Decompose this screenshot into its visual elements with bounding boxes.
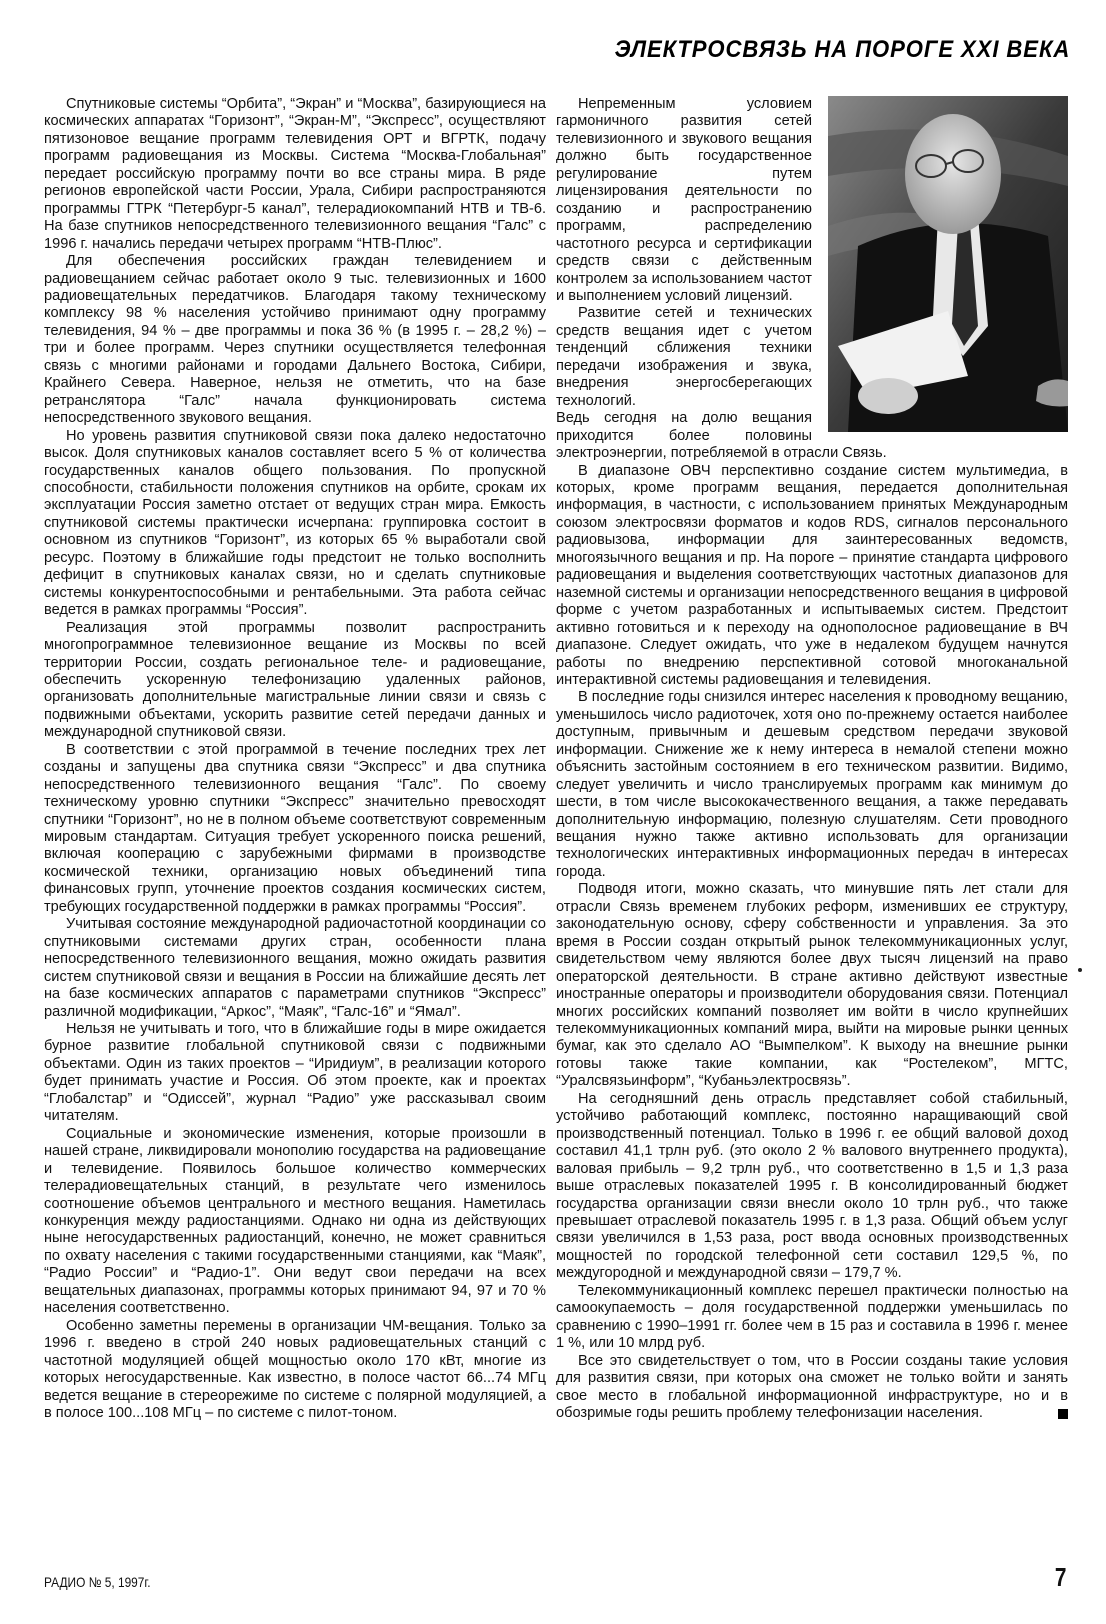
end-of-article-icon — [1058, 1409, 1068, 1419]
paragraph: Реализация этой программы позволит распространить многопрограммное телевизионное вещание из Москвы по всей территории России, создать региональное теле- и радиовещание, обеспечить ускоренную телефонизацию удаленных районов, организовать дополнительные магистральные линии связи и связь с подвижными объектами, ускорить развитие сетей передачи данных и международной спутниковой связи. — [44, 619, 546, 741]
paragraph: Телекоммуникационный комплекс перешел практически полностью на самоокупаемость – доля государственной поддержки уменьшилась по сравнению с 1990–1991 гг. более чем в 15 раз и составила в 1996 г. менее 1 %, или 10 млрд руб. — [556, 1282, 1068, 1352]
paragraph: Спутниковые системы “Орбита”, “Экран” и “Москва”, базирующиеся на космических аппаратах “Горизонт”, “Экран-М”, “Экспресс”, осуществляют пятизоновое вещание программ телевидения ОРТ и ВГРТК, подачу программ радиовещания из Москвы. Система “Москва-Глобальная” передает российскую программу почти во все страны мира. В ряде регионов европейской части России, Урала, Сибири распространяются программы ГТРК “Петербург-5 канал”, телерадиокомпаний НТВ и ТВ-6. На базе спутников непосредственного телевизионного вещания “Галс” с 1996 г. начались передачи четырех программ “НТВ-Плюс”. — [44, 96, 546, 252]
right-column — [556, 96, 1068, 1422]
paragraph: Непременным условием гармоничного развития сетей телевизионного и звукового вещания должно быть государственное регулирование путем лицензирования деятельности по созданию и распространению программ, распределению частотного ресурса и сертификации средств связи с действенным контролем за использованием частот и выполнением условий лицензий. — [556, 96, 812, 304]
paragraph: Учитывая состояние международной радиочастотной координации со спутниковыми системами других стран, особенности плана непосредственного телевизионного вещания, можно ожидать развития систем спутниковой связи и вещания в России на ближайшие десять лет на базе космических аппаратов с параметрами спутников “Экспресс” различной модификации, “Аркос”, “Маяк”, “Галс-16” и “Ямал”. — [44, 916, 546, 1020]
portrait-photo — [828, 96, 1068, 432]
section-title: ЭЛЕКТРОСВЯЗЬ НА ПОРОГЕ XXI ВЕКА — [614, 36, 1070, 63]
paragraph — [556, 1353, 1068, 1423]
paragraph: Но уровень развития спутниковой связи пока далеко недостаточно высок. Доля спутниковых каналов составляет всего 5 % от количества государственных каналов общего пользования. По пропускной способности, стабильности положения спутников на орбите, срокам их эксплуатации Россия заметно отстает от ведущих стран мира. Емкость спутниковой системы практически исчерпана: группировка состоит в основном из спутников “Горизонт”, из которых 65 % выработали свой ресурс. Поэтому в ближайшие годы предстоит не только восполнить дефицит в спутниковых каналах связи, но и сделать спутниковые системы конкурентоспособными и рентабельными. Эта работа сейчас ведется в рамках программы “Россия”. — [44, 427, 546, 619]
paragraph: В соответствии с этой программой в течение последних трех лет созданы и запущены два спутника связи “Экспресс” и два спутника непосредственного телевизионного вещания “Галс”. По своему техническому уровню спутники “Экспресс” значительно превосходят спутники “Горизонт”, но не в полном объеме соответствуют современным мировым стандартам. Ситуация требует ускоренного поиска решений, включая кооперацию с зарубежными фирмами в производстве космической техники, организацию новых объединений типа финансовых групп, уточнение проектов создания космических систем, требующих государственной поддержки в рамках программы “Россия”. — [44, 741, 546, 915]
left-column — [44, 96, 546, 1422]
paragraph: Особенно заметны перемены в организации ЧМ-вещания. Только за 1996 г. введено в строй 240 новых радиовещательных станций с частотной модуляцией общей мощностью около 170 кВт, многие из которых негосударственные. Как известно, в полосе частот 66...74 МГц ведется вещание в стереорежиме по системе с полярной модуляцией, а в полосе 100...108 МГц – по системе с пилот-тоном. — [44, 1317, 546, 1421]
paragraph: В последние годы снизился интерес населения к проводному вещанию, уменьшилось число радиоточек, хотя оно по-прежнему остается наиболее доступным, привычным и дешевым средством передачи звуковой информации. Снижение же к нему интереса в немалой степени можно объяснить застойным состоянием в его техническом развитии. Видимо, следует увеличить и число транслируемых программ как минимум до шести, в том числе высококачественного вещания, а также передавать дополнительную информацию, полезную слушателям. Сети проводного вещания нужно также активно использовать для организации технологических интерактивных информационных передач в интересах города. — [556, 689, 1068, 880]
issue-footer: РАДИО № 5, 1997г. — [44, 1574, 151, 1590]
paragraph: Социальные и экономические изменения, которые произошли в нашей стране, ликвидировали монополию государства на радиовещание и телевидение. Появилось большое количество коммерческих телерадиовещательных станций, в результате чего изменилось соотношение объемов центрального и местного вещания. Наметилась конкуренция между радиостанциями. Однако ни одна из действующих ныне негосударственных радиостанций, конечно, не может сравниться по охвату населения с такими государственными станциями, как “Маяк”, “Радио России” и “Радио-1”. Они ведут свои передачи на всех вещательных диапазонах, программы которых принимают 94, 97 и 70 % населения соответственно. — [44, 1125, 546, 1317]
margin-dot-icon — [1078, 968, 1082, 972]
paragraph: Нельзя не учитывать и того, что в ближайшие годы в мире ожидается бурное развитие глобальной спутниковой связи с подвижными объектами. Один из таких проектов – “Иридиум”, в реализации которого будет принимать участие и Россия. Об этом проекте, как и проектах “Глобалстар” и “Одиссей”, журнал “Радио” уже рассказывал своим читателям. — [44, 1021, 546, 1125]
paragraph: В диапазоне ОВЧ перспективно создание систем мультимедиа, в которых, кроме программ вещания, передается дополнительная информация, в частности, с использованием принятых Международным союзом электросвязи форматов и кодов RDS, сигналов персонального радиовызова, информации для заинтересованных ведомств, многоязычного вещания и пр. На пороге – принятие стандарта цифрового радиовещания и выделения соответствующих частотных диапазонов для наземной системы и организации непосредственного вещания в цифровой форме с учетом разработанных и испытываемых систем. Предстоит активно готовиться и к переходу на однополосное радиовещание в ВЧ диапазоне. Следует ожидать, что уже в недалеком будущем начнутся работы по внедрению перспективной сотовой многоканальной интерактивной системы радиовещания и телевидения. — [556, 462, 1068, 688]
page-number: 7 — [1054, 1562, 1066, 1592]
paragraph: Развитие сетей и технических средств вещания идет с учетом тенденций сближения техники передачи изображения и звука, внедрения энергосберегающих технологий. — [556, 305, 812, 409]
paragraph: Ведь сегодня на долю вещания приходится более половины электроэнергии, потребляемой в отрасли Связь. — [556, 410, 887, 462]
paragraph: Для обеспечения российских граждан телевидением и радиовещанием сейчас работает около 9 тыс. телевизионных и 1600 радиовещательных передатчиков. Благодаря такому техническому комплексу 98 % населения устойчиво принимают одну программу телевидения, 94 % – две программы и пока 36 % (в 1995 г. – 28,2 %) – три и более программ. Через спутники осуществляется телефонная связь с многими районами и городами Дальнего Востока, Сибири, Крайнего Севера. Наверное, нельзя не отметить, что на базе ретранслятора “Галс” начала функционировать система непосредственного звукового вещания. — [44, 253, 546, 427]
paragraph-text: Все это свидетельствует о том, что в России созданы такие условия для развития связи, при которых она сможет не только войти и занять свое место в глобальной информационной инфраструктуре, но и в обозримые годы решить проблему телефонизации населения. — [556, 1352, 1068, 1421]
portrait-image — [828, 96, 1068, 432]
paragraph: Подводя итоги, можно сказать, что минувшие пять лет стали для отрасли Связь временем глубоких реформ, изменивших ее структуру, законодательную основу, сферу собственности и управления. За это время в России создан открытый рынок телекоммуникационных услуг, свидетельством чему являются более двух тысяч лицензий на право операторской деятельности. В стране активно действуют известные иностранные операторы и производители оборудования связи. Потенциал многих российских компаний позволяет им войти в число крупнейших телекоммуникационных компаний мира, выйти на мировые рынки ценных бумаг, как это сделало АО “Вымпелком”. К выходу на внешние рынки готовы также такие компании, как “Ростелеком”, МГТС, “Уралсвязьинформ”, “Кубаньэлектросвязь”. — [556, 881, 1068, 1090]
paragraph: На сегодняшний день отрасль представляет собой стабильный, устойчиво работающий комплекс, постоянно наращивающий свой производственный потенциал. Только в 1996 г. ее общий валовой доход составил 41,1 трлн руб. (это около 2 % валового внутреннего продукта), валовая прибыль – 9,2 трлн руб., что соответственно в 1,5 и 1,3 раза выше отраслевых показателей 1995 г. В консолидированный бюджет государства организации связи внесли около 10 трлн руб., что также превышает отраслевой показатель 1995 г. в 1,3 раза. Общий объем услуг связи увеличился в 1,53 раза, рост ввода основных производственных мощностей по городской телефонной сети составил 129,5 %, по междугородной и международной связи – 179,7 %. — [556, 1090, 1068, 1282]
